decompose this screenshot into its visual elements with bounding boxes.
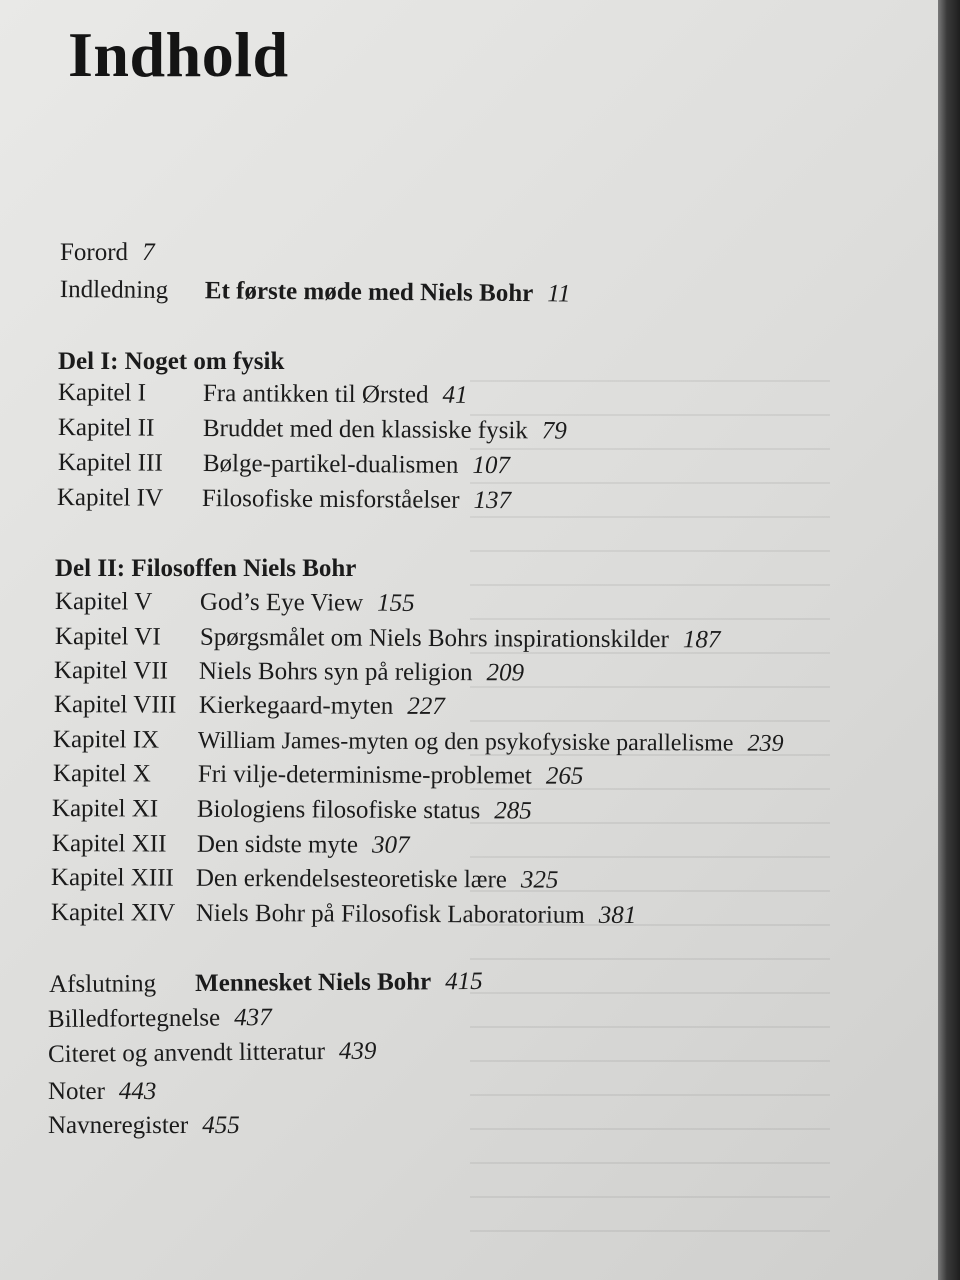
toc-label: Kapitel III — [57, 448, 163, 477]
page-title: Indhold — [68, 19, 289, 90]
toc-page-number: 11 — [547, 280, 571, 308]
toc-title: Filosofiske misforståelser — [201, 485, 460, 514]
toc-entry — [54, 587, 475, 617]
toc-label: Kapitel XIV — [50, 899, 176, 927]
toc-entry — [53, 690, 534, 721]
toc-page-number: 107 — [472, 451, 510, 480]
toc-label: Indledning — [59, 275, 169, 304]
toc-label: Kapitel VII — [53, 657, 169, 685]
toc-label: Navneregister — [48, 1112, 189, 1139]
toc-page-number: 325 — [520, 866, 559, 894]
toc-title: Fra antikken til Ørsted — [202, 380, 429, 409]
toc-title: Spørgsmålet om Niels Bohrs inspirationskilder — [199, 623, 669, 654]
toc-entry — [48, 1111, 240, 1141]
toc-title: Den sidste myte — [196, 830, 359, 859]
toc-page-number: 439 — [338, 1037, 377, 1065]
toc-label: Kapitel XIII — [50, 864, 174, 892]
toc-entry-forord — [60, 238, 155, 268]
toc-entry — [51, 829, 512, 859]
toc-label: Kapitel XII — [51, 830, 167, 858]
toc-title: Den erkendelsesteoretiske lære — [195, 864, 507, 894]
toc-page-number: 187 — [682, 626, 721, 654]
toc-title: God’s Eye View — [199, 588, 364, 617]
toc-page-number: 285 — [494, 797, 532, 825]
toc-title: William James-myten og den psykofysiske parallelisme — [197, 727, 734, 757]
part-heading: Del II: Filosoffen Niels Bohr — [55, 555, 357, 582]
part-heading: Del I: Noget om fysik — [58, 348, 285, 375]
toc-page-number: 227 — [407, 692, 445, 721]
toc-page-number: 137 — [473, 486, 512, 515]
toc-page-number: 437 — [234, 1004, 272, 1032]
toc-entry — [48, 1003, 272, 1035]
toc-page-number: 239 — [747, 730, 784, 757]
toc-label: Afslutning — [49, 970, 157, 998]
toc-page-number: 381 — [598, 901, 637, 930]
toc-page-number: 41 — [442, 381, 468, 409]
toc-label: Kapitel VI — [54, 623, 161, 651]
toc-entry — [48, 1077, 156, 1107]
toc-page-number: 455 — [202, 1112, 240, 1139]
page-edge-shadow — [938, 0, 960, 1280]
toc-page-number: 7 — [142, 239, 155, 266]
toc-title: Et første møde med Niels Bohr — [204, 277, 534, 308]
toc-title: Bruddet med den klassiske fysik — [202, 415, 528, 445]
toc-label: Kapitel VIII — [53, 691, 177, 719]
toc-label: Citeret og anvendt litteratur — [47, 1038, 326, 1068]
toc-page-number: 443 — [118, 1078, 157, 1105]
toc-label: Kapitel V — [54, 588, 153, 616]
toc-title: Biologiens filosofiske status — [196, 795, 481, 825]
toc-page-number: 155 — [377, 589, 415, 617]
toc-entry-indledning — [59, 275, 620, 308]
toc-title: Bølge-partikel-dualismen — [202, 450, 459, 479]
toc-label: Billedfortegnelse — [47, 1004, 221, 1033]
toc-label: Noter — [48, 1078, 105, 1105]
toc-label: Kapitel IX — [52, 726, 160, 754]
toc-label: Kapitel X — [52, 760, 151, 788]
toc-label: Kapitel II — [57, 413, 155, 442]
toc-entry — [48, 1037, 377, 1070]
toc-label: Kapitel XI — [51, 795, 159, 823]
toc-label: Kapitel IV — [56, 483, 164, 512]
toc-page-number: 265 — [545, 762, 584, 790]
toc-label: Forord — [60, 239, 129, 266]
toc-label: Kapitel I — [57, 378, 147, 407]
toc-title: Niels Bohrs syn på religion — [198, 657, 473, 687]
toc-page-number: 209 — [486, 659, 525, 687]
toc-title: Fri vilje-determinisme-problemet — [197, 760, 532, 790]
toc-title: Kierkegaard-myten — [198, 691, 394, 720]
toc-title: Mennesket Niels Bohr — [195, 968, 432, 997]
toc-page-number: 79 — [541, 417, 567, 445]
toc-title: Niels Bohr på Filosofisk Laboratorium — [195, 899, 585, 929]
toc-page-number: 307 — [371, 831, 410, 859]
toc-page-number: 415 — [445, 967, 483, 996]
